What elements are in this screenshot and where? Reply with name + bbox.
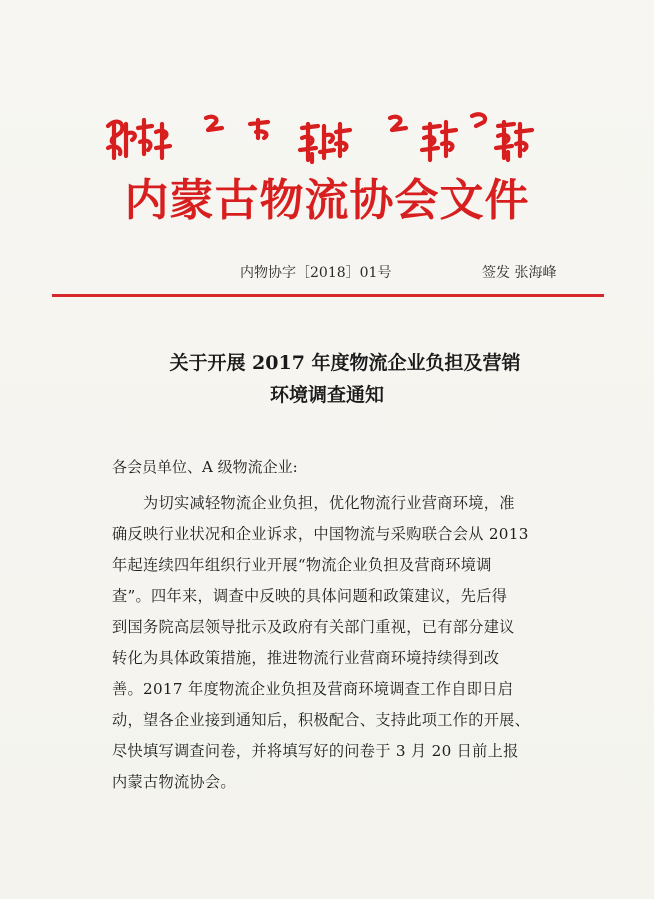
salutation: 各会员单位、A 级物流企业:	[112, 458, 298, 476]
body-line: 善。2017 年度物流企业负担及营商环境调查工作自即日启	[112, 680, 514, 698]
notice-title-line-1: 关于开展 2017 年度物流企业负担及营销	[169, 352, 521, 374]
body-line: 转化为具体政策措施，推进物流行业营商环境持续得到改	[112, 649, 500, 667]
body-line: 尽快填写调查问卷，并将填写好的问卷于 3 月 20 日前上报	[112, 742, 519, 760]
red-divider-line	[52, 294, 604, 297]
body-line: 为切实减轻物流企业负担，优化物流行业营商环境，准	[143, 494, 515, 512]
body-line: 到国务院高层领导批示及政府有关部门重视，已有部分建议	[112, 618, 515, 636]
body-line: 查”。四年来，调查中反映的具体问题和政策建议，先后得	[112, 587, 508, 605]
notice-title-line-2: 环境调查通知	[269, 384, 384, 406]
body-text	[112, 488, 552, 798]
document-number: 内物协字［2018］01号	[240, 265, 392, 281]
mongolian-script-logo	[100, 108, 540, 164]
body-line: 确反映行业状况和企业诉求，中国物流与采购联合会从 2013	[112, 525, 529, 543]
body-line: 动，望各企业接到通知后，积极配合、支持此项工作的开展、	[112, 711, 531, 729]
organization-title: 内蒙古物流协会文件	[124, 175, 530, 226]
body-line: 年起连续四年组织行业开展“物流企业负担及营商环境调	[112, 556, 492, 574]
signer: 签发 张海峰	[482, 265, 557, 281]
body-line: 内蒙古物流协会。	[112, 773, 236, 791]
